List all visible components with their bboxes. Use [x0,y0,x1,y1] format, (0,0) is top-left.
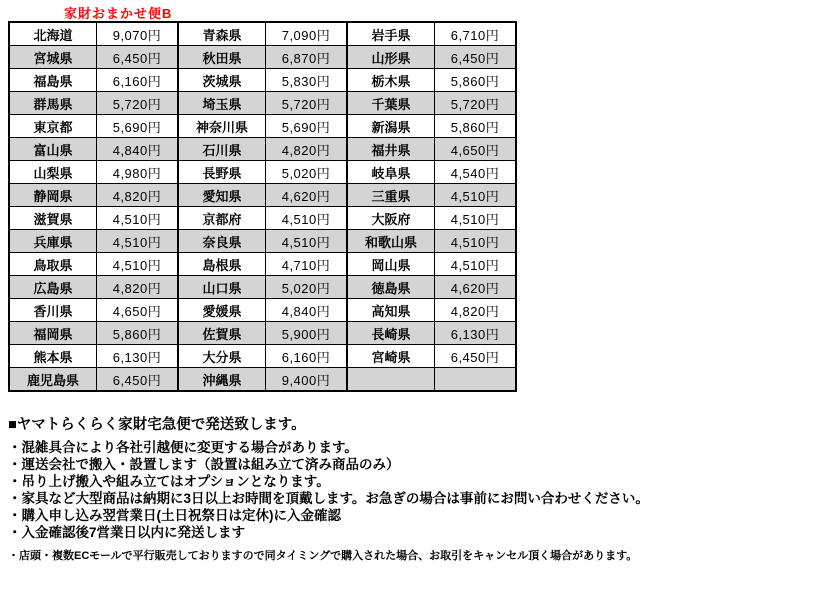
prefecture-cell: 福島県 [9,69,97,92]
price-cell: 6,130円 [97,345,179,368]
table-row [9,161,516,184]
prefecture-cell: 兵庫県 [9,230,97,253]
price-cell: 5,720円 [97,92,179,115]
prefecture-cell: 山形県 [347,46,435,69]
table-row [9,368,516,392]
table-row [9,299,516,322]
prefecture-cell: 奈良県 [178,230,266,253]
prefecture-cell: 山口県 [178,276,266,299]
note-item: ・購入申し込み翌営業日(土日祝祭日は定休)に入金確認 [8,508,341,523]
prefecture-cell: 沖縄県 [178,368,266,392]
prefecture-cell: 岐阜県 [347,161,435,184]
prefecture-cell: 和歌山県 [347,230,435,253]
table-row [9,184,516,207]
price-cell: 5,830円 [266,69,348,92]
prefecture-cell: 大分県 [178,345,266,368]
price-cell: 4,510円 [266,207,348,230]
note-item: ・運送会社で搬入・設置します（設置は組み立て済み商品のみ） [8,457,400,472]
price-cell: 4,980円 [97,161,179,184]
price-cell: 6,450円 [97,46,179,69]
prefecture-cell: 鳥取県 [9,253,97,276]
prefecture-cell: 茨城県 [178,69,266,92]
shipping-notes-heading: ■ヤマトらくらく家財宅急便で発送致します。 [8,417,306,433]
prefecture-cell: 鹿児島県 [9,368,97,392]
price-cell: 9,070円 [97,22,179,46]
prefecture-cell: 大阪府 [347,207,435,230]
price-cell: 4,820円 [435,299,517,322]
price-cell: 7,090円 [266,22,348,46]
table-row [9,46,516,69]
price-cell: 5,690円 [97,115,179,138]
prefecture-cell: 島根県 [178,253,266,276]
prefecture-cell: 佐賀県 [178,322,266,345]
table-row [9,138,516,161]
price-cell: 6,160円 [97,69,179,92]
note-item: ・家具など大型商品は納期に3日以上お時間を頂戴します。お急ぎの場合は事前にお問い合わせください。 [8,491,649,506]
price-cell: 5,860円 [97,322,179,345]
price-cell: 5,900円 [266,322,348,345]
price-cell: 9,400円 [266,368,348,392]
price-cell: 6,870円 [266,46,348,69]
price-cell: 4,820円 [266,138,348,161]
table-row [9,253,516,276]
price-cell: 6,710円 [435,22,517,46]
price-cell: 4,510円 [97,230,179,253]
empty-cell [347,368,435,392]
price-cell: 4,820円 [97,276,179,299]
price-cell: 4,840円 [266,299,348,322]
prefecture-cell: 福岡県 [9,322,97,345]
prefecture-cell: 群馬県 [9,92,97,115]
prefecture-cell: 青森県 [178,22,266,46]
prefecture-cell: 徳島県 [347,276,435,299]
prefecture-cell: 京都府 [178,207,266,230]
prefecture-cell: 福井県 [347,138,435,161]
price-cell: 6,450円 [435,345,517,368]
price-cell: 4,650円 [97,299,179,322]
table-row [9,22,516,46]
table-row [9,276,516,299]
shipping-fee-table [8,21,517,392]
note-item: ・入金確認後7営業日以内に発送します [8,525,246,540]
table-title: 家財おまかせ便B [64,6,173,21]
prefecture-cell: 愛知県 [178,184,266,207]
price-cell: 4,820円 [97,184,179,207]
prefecture-cell: 富山県 [9,138,97,161]
prefecture-cell: 山梨県 [9,161,97,184]
prefecture-cell: 栃木県 [347,69,435,92]
price-cell: 5,720円 [266,92,348,115]
note-item: ・吊り上げ搬入や組み立てはオプションとなります。 [8,474,330,489]
table-row [9,230,516,253]
prefecture-cell: 東京都 [9,115,97,138]
price-cell: 4,510円 [435,207,517,230]
prefecture-cell: 広島県 [9,276,97,299]
price-cell: 5,020円 [266,276,348,299]
prefecture-cell: 三重県 [347,184,435,207]
price-cell: 4,510円 [97,253,179,276]
prefecture-cell: 千葉県 [347,92,435,115]
price-cell: 5,860円 [435,115,517,138]
prefecture-cell: 高知県 [347,299,435,322]
prefecture-cell: 石川県 [178,138,266,161]
shipping-notes-list [8,439,649,563]
price-cell: 5,860円 [435,69,517,92]
price-cell: 6,130円 [435,322,517,345]
price-cell: 6,160円 [266,345,348,368]
prefecture-cell: 埼玉県 [178,92,266,115]
price-cell: 4,840円 [97,138,179,161]
prefecture-cell: 宮崎県 [347,345,435,368]
prefecture-cell: 熊本県 [9,345,97,368]
price-cell: 4,510円 [435,253,517,276]
price-cell: 4,510円 [435,230,517,253]
table-row [9,345,516,368]
price-cell: 4,510円 [97,207,179,230]
prefecture-cell: 香川県 [9,299,97,322]
cancellation-footnote: ・店頭・複数ECモールで平行販売しておりますので同タイミングで購入された場合、お取引をキャンセル頂く場合があります。 [8,550,638,562]
prefecture-cell: 滋賀県 [9,207,97,230]
table-row [9,92,516,115]
prefecture-cell: 岩手県 [347,22,435,46]
price-cell: 6,450円 [97,368,179,392]
price-cell: 4,620円 [435,276,517,299]
price-cell: 6,450円 [435,46,517,69]
prefecture-cell: 長崎県 [347,322,435,345]
price-cell: 4,650円 [435,138,517,161]
prefecture-cell: 静岡県 [9,184,97,207]
table-row [9,207,516,230]
price-cell: 4,510円 [266,230,348,253]
prefecture-cell: 神奈川県 [178,115,266,138]
prefecture-cell: 新潟県 [347,115,435,138]
note-item: ・混雑具合により各社引越便に変更する場合があります。 [8,440,358,455]
table-row [9,322,516,345]
prefecture-cell: 愛媛県 [178,299,266,322]
prefecture-cell: 岡山県 [347,253,435,276]
prefecture-cell: 秋田県 [178,46,266,69]
table-row [9,69,516,92]
price-cell: 4,620円 [266,184,348,207]
price-cell: 5,020円 [266,161,348,184]
price-cell: 5,720円 [435,92,517,115]
price-cell: 5,690円 [266,115,348,138]
price-cell: 4,510円 [435,184,517,207]
empty-cell [435,368,517,392]
prefecture-cell: 宮城県 [9,46,97,69]
table-row [9,115,516,138]
prefecture-cell: 長野県 [178,161,266,184]
prefecture-cell: 北海道 [9,22,97,46]
price-cell: 4,540円 [435,161,517,184]
price-cell: 4,710円 [266,253,348,276]
